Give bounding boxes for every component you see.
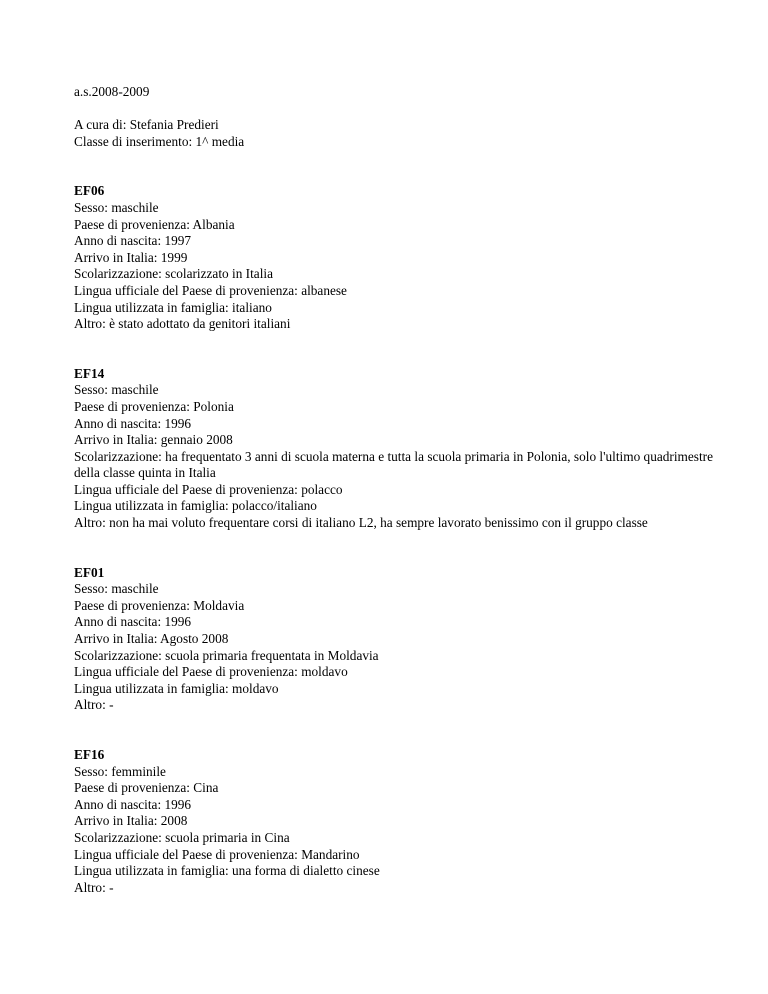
student-detail: Lingua utilizzata in famiglia: una forma di dialetto cinese (74, 863, 380, 879)
student-section (74, 747, 714, 896)
student-detail: Paese di provenienza: Albania (74, 216, 235, 232)
student-detail: Paese di provenienza: Moldavia (74, 597, 245, 613)
school-year: a.s.2008-2009 (74, 84, 150, 99)
class-level: Classe di inserimento: 1^ media (74, 133, 245, 149)
spacer (74, 714, 714, 747)
student-detail: Sesso: maschile (74, 382, 159, 398)
student-detail: Lingua ufficiale del Paese di provenienza: albanese (74, 282, 347, 298)
student-detail: Anno di nascita: 1996 (74, 614, 192, 630)
student-detail: Lingua ufficiale del Paese di provenienza: Mandarino (74, 846, 360, 862)
student-detail: Arrivo in Italia: 2008 (74, 813, 188, 829)
spacer (74, 333, 714, 366)
student-code: EF16 (74, 747, 105, 762)
student-detail: Anno di nascita: 1996 (74, 796, 192, 812)
student-detail: Scolarizzazione: scuola primaria in Cina (74, 829, 290, 845)
student-list (74, 183, 714, 896)
student-section (74, 366, 714, 532)
student-detail: Altro: non ha mai voluto frequentare corsi di italiano L2, ha sempre lavorato benissimo con il gruppo classe (74, 515, 648, 531)
spacer (74, 532, 714, 565)
student-detail: Sesso: femminile (74, 763, 166, 779)
student-detail: Lingua ufficiale del Paese di provenienza: moldavo (74, 664, 348, 680)
student-detail: Altro: è stato adottato da genitori italiani (74, 316, 291, 332)
student-detail: Scolarizzazione: scuola primaria frequentata in Moldavia (74, 647, 379, 663)
student-detail: Arrivo in Italia: Agosto 2008 (74, 631, 229, 647)
student-detail: Anno di nascita: 1997 (74, 233, 192, 249)
student-detail: Sesso: maschile (74, 581, 159, 597)
student-section (74, 565, 714, 714)
student-detail: Paese di provenienza: Polonia (74, 398, 234, 414)
curator: A cura di: Stefania Predieri (74, 117, 219, 133)
student-detail: Anno di nascita: 1996 (74, 415, 192, 431)
student-detail: Altro: - (74, 697, 114, 713)
student-detail: Lingua ufficiale del Paese di provenienza: polacco (74, 481, 343, 497)
student-detail: Arrivo in Italia: gennaio 2008 (74, 432, 233, 448)
student-detail: Arrivo in Italia: 1999 (74, 249, 188, 265)
student-detail: Scolarizzazione: ha frequentato 3 anni di scuola materna e tutta la scuola primaria in Polonia, solo l'ultimo quadrimestre della classe quinta in Italia (74, 448, 713, 481)
student-detail: Paese di provenienza: Cina (74, 780, 219, 796)
spacer (74, 150, 714, 183)
student-detail: Lingua utilizzata in famiglia: italiano (74, 299, 272, 315)
student-detail: Sesso: maschile (74, 199, 159, 215)
student-detail: Lingua utilizzata in famiglia: moldavo (74, 680, 279, 696)
spacer (74, 101, 714, 118)
student-detail: Scolarizzazione: scolarizzato in Italia (74, 266, 273, 282)
student-code: EF01 (74, 564, 105, 580)
student-code: EF14 (74, 365, 105, 381)
student-section (74, 183, 714, 332)
student-detail: Lingua utilizzata in famiglia: polacco/italiano (74, 498, 317, 514)
document-page (74, 84, 714, 896)
student-code: EF06 (74, 183, 105, 199)
student-detail: Altro: - (74, 879, 114, 895)
